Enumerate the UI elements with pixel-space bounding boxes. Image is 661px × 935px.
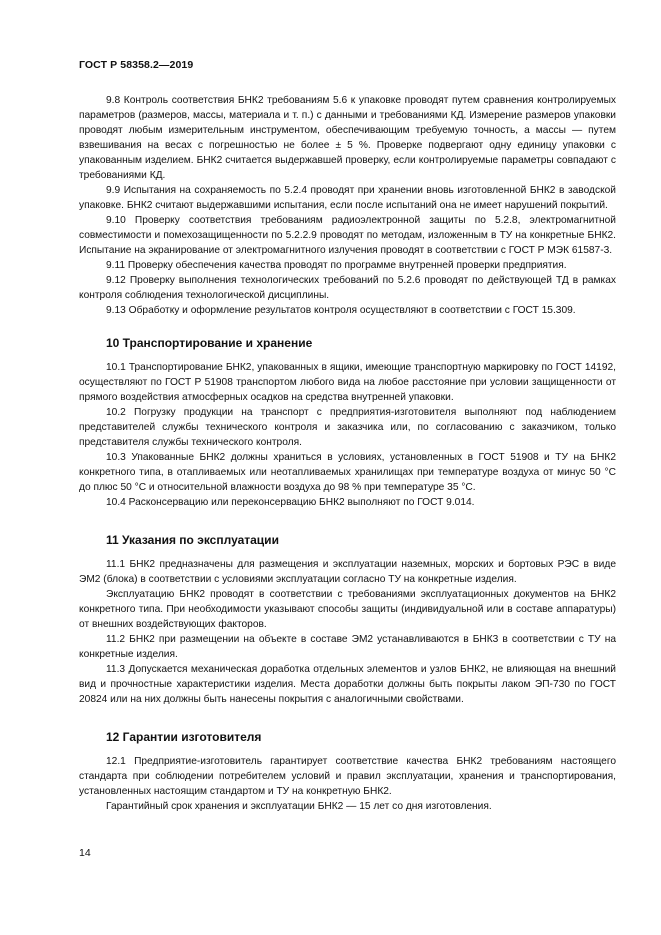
page-number: 14 (79, 847, 91, 859)
para-9-13: 9.13 Обработку и оформление результатов контроля осуществляют в соответствии с ГОСТ 15.309. (106, 305, 576, 316)
para-9-10: 9.10 Проверку соответствия требованиям радиоэлектронной защиты по 5.2.8, электромагнитной совместимости и помехозащищенности по 5.2.2.9 проводят по методам, изложенным в ТУ на конкретные БНК2. Испытание на экранирование от электромагнитного излучения проводят в соответствии с ГОСТ Р МЭК 61587-3. (79, 215, 616, 256)
para-9-11: 9.11 Проверку обеспечения качества проводят по программе внутренней проверки предприятия. (106, 260, 567, 271)
heading-section-10: 10 Транспортирование и хранение (106, 336, 313, 350)
para-10-3: 10.3 Упакованные БНК2 должны храниться в условиях, установленных в ГОСТ 51908 и ТУ на БНК2 конкретного типа, в отапливаемых или неотапливаемых хранилищах при температуре воздуха от минус 50 °C до плюс 50 °C и относительной влажности воздуха до 98 % при температуре 35 °C. (79, 452, 616, 493)
para-12-1-b: Гарантийный срок хранения и эксплуатации БНК2 — 15 лет со дня изготовления. (106, 801, 492, 812)
para-11-3: 11.3 Допускается механическая доработка отдельных элементов и узлов БНК2, не влияющая на внешний вид и прочностные характеристики изделия. Места доработки должны быть покрыты лаком ЭП-730 по ГОСТ 20824 или на них должны быть нанесены покрытия с аналогичными свойствами. (79, 664, 616, 705)
para-9-12: 9.12 Проверку выполнения технологических требований по 5.2.6 проводят по действующей ТД в рамках контроля соблюдения технологической дисциплины. (79, 275, 616, 301)
para-9-9: 9.9 Испытания на сохраняемость по 5.2.4 проводят при хранении вновь изготовленной БНК2 в заводской упаковке. БНК2 считают выдержавшими испытания, если после испытаний она не имеет нарушений покрытий. (79, 185, 616, 211)
document-id-header: ГОСТ Р 58358.2—2019 (79, 59, 194, 71)
document-body (79, 93, 616, 814)
para-11-1-b: Эксплуатацию БНК2 проводят в соответствии с требованиями эксплуатационных документов на БНК2 конкретного типа. При необходимости указывают способы защиты (индивидуальной или в составе аппаратуры) от внешних воздействующих факторов. (79, 589, 616, 630)
para-10-1: 10.1 Транспортирование БНК2, упакованных в ящики, имеющие транспортную маркировку по ГОСТ 14192, осуществляют по ГОСТ Р 51908 транспортом любого вида на любое расстояние при условии защищенности от прямого воздействия атмосферных осадков на средства внутренней упаковки. (79, 362, 616, 403)
para-10-2: 10.2 Погрузку продукции на транспорт с предприятия-изготовителя выполняют под наблюдением представителей службы технического контроля и заказчика или, по согласованию с заказчиком, только представителя службы технического контроля. (79, 407, 616, 448)
para-11-2: 11.2 БНК2 при размещении на объекте в составе ЭМ2 устанавливаются в БНК3 в соответствии с ТУ на конкретные изделия. (79, 634, 616, 660)
para-10-4: 10.4 Расконсервацию или переконсервацию БНК2 выполняют по ГОСТ 9.014. (106, 497, 475, 508)
para-9-8: 9.8 Контроль соответствия БНК2 требованиям 5.6 к упаковке проводят путем сравнения контролируемых параметров (размеров, массы, материала и т. п.) с данными и требованиями КД. Измерение размеров упаковки проводят любым измерительным инструментом, обеспечивающим требуемую точность, а массы — путем взвешивания на весах с погрешностью не более ± 5 %. Проверке подвергают одну единицу упаковки с упакованным изделием. БНК2 считается выдержавшей проверку, если контролируемые параметры совпадают с требованиями КД. (79, 95, 616, 181)
para-11-1: 11.1 БНК2 предназначены для размещения и эксплуатации наземных, морских и бортовых РЭС в виде ЭМ2 (блока) в соответствии с условиями эксплуатации согласно ТУ на конкретные изделия. (79, 559, 616, 585)
para-12-1: 12.1 Предприятие-изготовитель гарантирует соответствие качества БНК2 требованиям настоящего стандарта при соблюдении потребителем условий и правил эксплуатации, хранения и транспортирования, установленных настоящим стандартом и ТУ на конкретную БНК2. (79, 756, 616, 797)
heading-section-12: 12 Гарантии изготовителя (106, 730, 262, 744)
heading-section-11: 11 Указания по эксплуатации (106, 533, 279, 547)
